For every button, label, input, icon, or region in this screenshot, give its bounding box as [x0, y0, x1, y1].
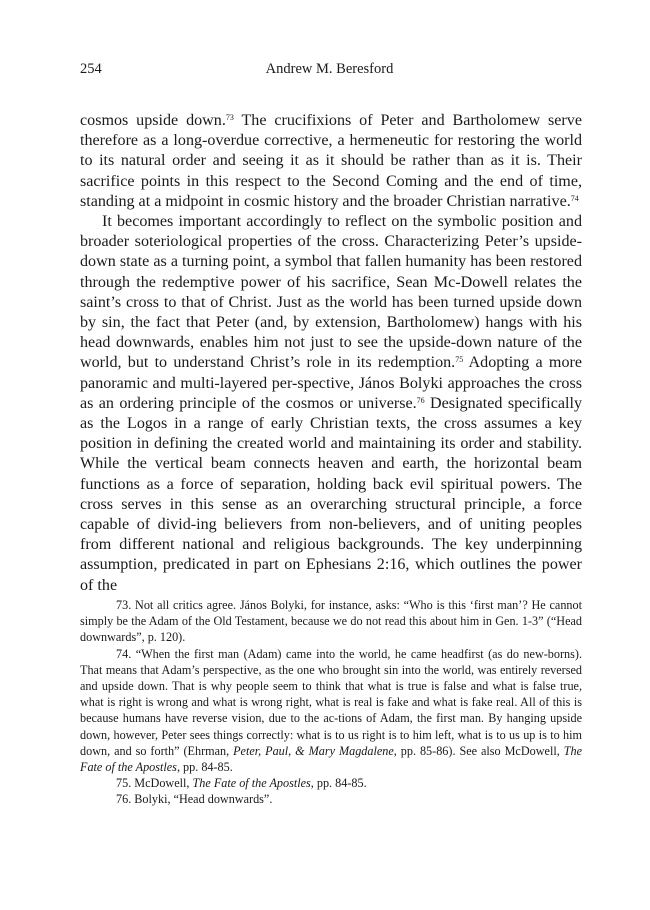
text-run: The crucifixions of Peter and Bartholomew serve therefore as a long-overdue corrective, a hermeneutic for restoring the world to its natural order and seeing it as it should be rather than as it is. Their sacrifice points in this respect to the Second Coming and the end of time, standing at a midpoint in cosmic history and the broader Christian narrative. — [80, 112, 582, 210]
page-number: 254 — [80, 61, 102, 77]
text-run: 75. McDowell, — [116, 776, 193, 791]
footnote-74 — [80, 646, 582, 776]
footnote-ref-74[interactable]: 74 — [570, 193, 579, 203]
footnote-ref-76[interactable]: 76 — [416, 395, 425, 405]
footnote-ref-73[interactable]: 73 — [225, 113, 234, 122]
text-run: cosmos upside down. — [80, 112, 226, 129]
text-run: Adopting a more panoramic and multi-layered per-spective, János Bolyki approaches the cross as an ordering principle of the cosmos or universe. — [80, 354, 582, 412]
text-run: , pp. 85-86). See also McDowell, — [393, 743, 564, 758]
body-text — [80, 111, 582, 596]
footnotes — [80, 597, 582, 808]
text-run: , pp. 84-85. — [176, 760, 233, 775]
footnote-ref-75[interactable]: 75 — [455, 355, 464, 365]
footnote-75 — [80, 775, 582, 791]
footnote-76: 76. Bolyki, “Head downwards”. — [116, 792, 273, 807]
running-head: Andrew M. Beresford — [265, 61, 394, 77]
paragraph — [80, 111, 582, 212]
book-title: The Fate of the Apostles — [80, 743, 582, 775]
footnote-73: 73. Not all critics agree. János Bolyki, for instance, asks: “Who is this ‘first man’? He cannot simply be the Adam of the Old Testament, because we do not read this about him in Gen. 1-3” (“Head downwards”, p. 120). — [80, 598, 582, 645]
book-title: The Fate of the Apostles — [192, 776, 311, 791]
text-run: It becomes important accordingly to reflect on the symbolic position and broader soteriological properties of the cross. Characterizing Peter’s upside-down state as a turning point, a symbol that fallen humanity has been restored through the redemptive power of his sacrifice, Sean Mc-Dowell relates the saint’s cross to that of Christ. Just as the world has been turned upside down by sin, the fact that Peter (and, by extension, Bartholomew) hangs with his head downwards, enables him not just to see the upside-down nature of the world, but to understand Christ’s role in its redemption. — [80, 213, 582, 372]
text-run: Designated specifically as the Logos in a range of early Christian texts, the cross assumes a key position in defining the created world and maintaining its order and stability. While the vertical beam connects heaven and earth, the horizontal beam functions as a force of separation, holding back evil spiritual powers. The cross serves in this sense as an overarching structural principle, a force capable of divid-ing believers from non-believers, and of uniting peoples from different national and religious backgrounds. The key underpinning assumption, predicated in part on Ephesians 2:16, which outlines the power of the — [80, 394, 582, 594]
paragraph — [80, 212, 582, 596]
page-header — [80, 61, 579, 81]
text-run: 74. “When the first man (Adam) came into the world, he came headfirst (as do new-borns). That means that Adam’s perspective, as the one who brought sin into the world, was entirely reversed and upside down. That is why people seem to think that what is true is false and what is false true, what is right is wrong and what is wrong right, what is real is fake and what is fake real. All of this is because humans have reverse vision, due to the ac-tions of Adam, the first man. By hanging upside down, however, Peter sees things correctly: what is to us right is to him left, what is to us up is to him down, and so forth” (Ehrman, — [80, 646, 582, 758]
text-run: , pp. 84-85. — [310, 776, 367, 791]
book-title: Peter, Paul, & Mary Magdalene — [233, 743, 394, 758]
